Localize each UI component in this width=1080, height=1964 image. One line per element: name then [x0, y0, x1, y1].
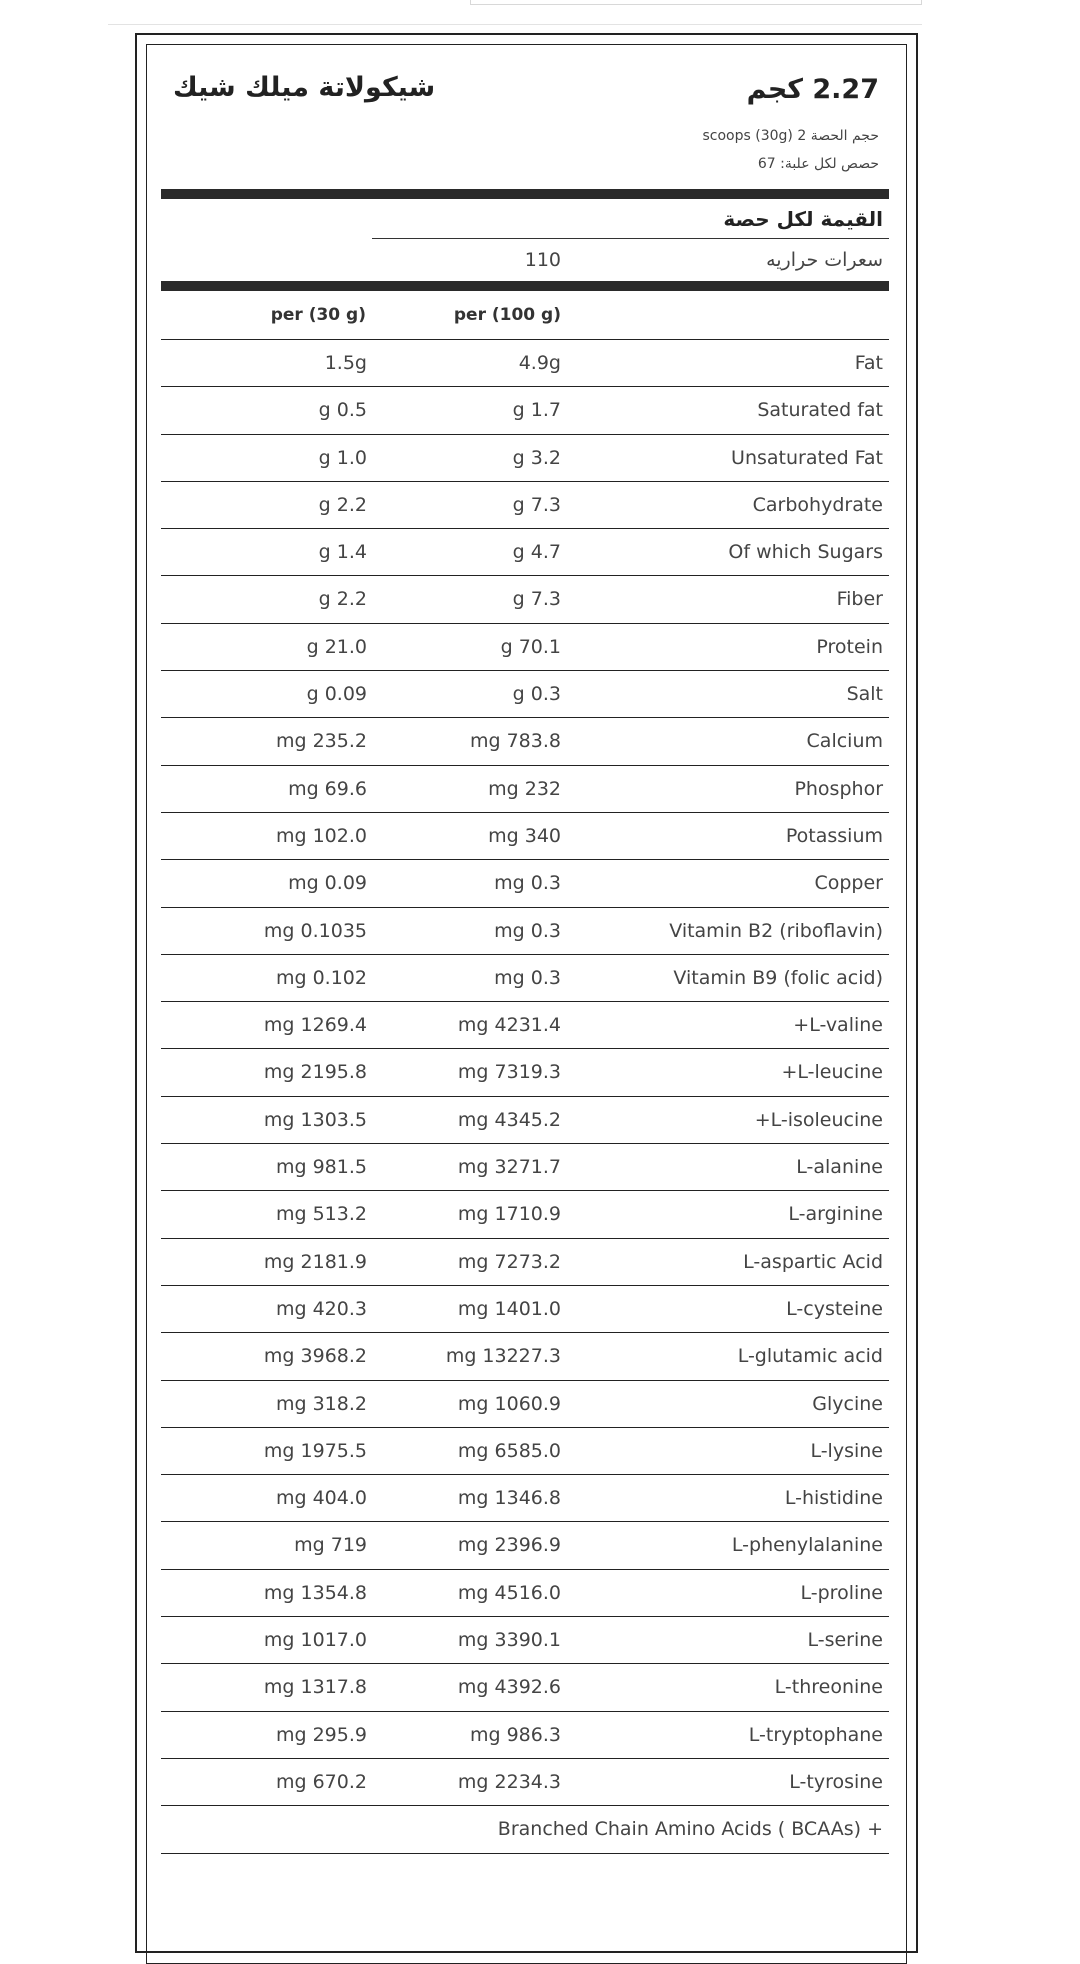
table-row [161, 766, 889, 813]
nutrient-name: Phosphor [794, 777, 883, 800]
value-per-30g: mg 3968.2 [263, 1345, 367, 1368]
value-per-30g: mg 2181.9 [263, 1250, 367, 1273]
value-per-100g: mg 0.3 [494, 966, 561, 989]
nutrient-name: Fiber [836, 588, 883, 611]
value-per-100g: mg 13227.3 [445, 1345, 561, 1368]
nutrient-name: Unsaturated Fat [731, 446, 883, 469]
value-per-100g: mg 1060.9 [457, 1392, 561, 1415]
nutrient-name: Fat [854, 352, 883, 374]
table-row [161, 860, 889, 907]
table-row [161, 435, 889, 482]
value-per-30g: mg 1354.8 [263, 1581, 367, 1604]
column-header-per100: per (100 g) [453, 305, 561, 325]
top-search-box-edge [470, 0, 922, 5]
value-per-30g: g 2.2 [318, 493, 367, 516]
value-per-30g: g 0.09 [306, 683, 367, 706]
value-per-30g: mg 670.2 [275, 1770, 367, 1793]
table-row [161, 624, 889, 671]
nutrient-name: +L-leucine [781, 1061, 883, 1084]
nutrient-name: L-arginine [788, 1203, 883, 1226]
table-row [161, 1333, 889, 1380]
value-per-100g: mg 0.3 [494, 872, 561, 895]
table-row [161, 482, 889, 529]
table-row [161, 671, 889, 718]
value-per-100g: mg 2234.3 [457, 1770, 561, 1793]
value-per-30g: mg 2195.8 [263, 1061, 367, 1084]
value-per-100g: mg 4231.4 [457, 1014, 561, 1037]
value-per-30g: mg 295.9 [275, 1723, 367, 1746]
table-row [161, 1570, 889, 1617]
table-row [161, 1239, 889, 1286]
thick-divider [161, 189, 889, 199]
value-per-100g: g 3.2 [512, 446, 561, 469]
value-per-100g: mg 0.3 [494, 919, 561, 942]
table-row [161, 1144, 889, 1191]
value-per-100g: mg 1401.0 [457, 1297, 561, 1320]
table-row [161, 1664, 889, 1711]
value-per-100g: mg 4516.0 [457, 1581, 561, 1604]
nutrition-label [161, 44, 889, 1854]
nutrient-name: L-tyrosine [789, 1770, 883, 1793]
value-per-100g: g 7.3 [512, 493, 561, 516]
calories-row [161, 239, 889, 281]
value-per-100g: 4.9g [518, 352, 561, 374]
value-per-100g: mg 1710.9 [457, 1203, 561, 1226]
value-per-30g: mg 102.0 [275, 824, 367, 847]
value-per-100g: g 4.7 [512, 541, 561, 564]
value-per-30g: mg 1317.8 [263, 1676, 367, 1699]
value-per-100g: g 0.3 [512, 683, 561, 706]
table-row [161, 387, 889, 434]
value-per-100g: mg 7273.2 [457, 1250, 561, 1273]
value-per-30g: mg 69.6 [288, 777, 367, 800]
product-weight: 2.27 كجم [746, 74, 879, 105]
table-row [161, 1049, 889, 1096]
product-name: شيكولاتة ميلك شيك [173, 72, 436, 103]
nutrient-name: Saturated fat [757, 399, 883, 422]
table-row [161, 1759, 889, 1806]
value-per-100g: g 7.3 [512, 588, 561, 611]
table-row [161, 340, 889, 387]
nutrient-table [161, 340, 889, 1806]
servings-per-pack: حصص لكل علبة: 67 [757, 156, 879, 172]
calories-value: 110 [524, 249, 561, 271]
value-per-30g: mg 0.09 [288, 872, 367, 895]
value-per-100g: mg 986.3 [469, 1723, 561, 1746]
value-per-30g: mg 1269.4 [263, 1014, 367, 1037]
nutrient-name: Vitamin B2 (riboflavin) [669, 919, 883, 942]
nutrient-name: L-histidine [784, 1487, 883, 1510]
label-header [161, 44, 889, 189]
value-per-30g: g 21.0 [306, 635, 367, 658]
nutrient-name: L-glutamic acid [737, 1345, 883, 1368]
value-per-100g: g 70.1 [500, 635, 561, 658]
top-divider [108, 24, 922, 25]
bcaa-footnote: Branched Chain Amino Acids ( BCAAs) + [497, 1818, 883, 1841]
nutrient-name: Protein [816, 635, 883, 658]
table-row [161, 718, 889, 765]
value-per-30g: mg 318.2 [275, 1392, 367, 1415]
value-per-30g: mg 404.0 [275, 1487, 367, 1510]
column-headers [161, 291, 889, 340]
value-per-100g: mg 7319.3 [457, 1061, 561, 1084]
nutrient-name: L-cysteine [786, 1297, 883, 1320]
nutrient-name: L-lysine [810, 1439, 883, 1462]
value-per-100g: mg 783.8 [469, 730, 561, 753]
nutrient-name: L-phenylalanine [731, 1534, 883, 1557]
nutrient-name: Salt [846, 683, 883, 706]
nutrient-name: Potassium [785, 824, 883, 847]
value-per-30g: g 1.4 [318, 541, 367, 564]
nutrient-name: Calcium [806, 730, 883, 753]
value-per-100g: mg 3271.7 [457, 1156, 561, 1179]
nutrient-name: L-tryptophane [748, 1723, 883, 1746]
table-row [161, 576, 889, 623]
nutrient-name: L-aspartic Acid [743, 1250, 883, 1273]
nutrient-name: Glycine [812, 1392, 883, 1415]
table-row [161, 1286, 889, 1333]
table-row [161, 1381, 889, 1428]
nutrient-name: L-proline [800, 1581, 883, 1604]
nutrient-name: +L-valine [793, 1014, 883, 1037]
nutrient-name: L-alanine [796, 1156, 883, 1179]
table-row [161, 813, 889, 860]
value-per-100g: g 1.7 [512, 399, 561, 422]
table-row [161, 1002, 889, 1049]
value-per-serving-header [161, 199, 889, 239]
value-per-100g: mg 3390.1 [457, 1629, 561, 1652]
table-row [161, 955, 889, 1002]
value-per-30g: g 1.0 [318, 446, 367, 469]
value-per-100g: mg 6585.0 [457, 1439, 561, 1462]
value-per-30g: mg 420.3 [275, 1297, 367, 1320]
nutrient-name: Of which Sugars [728, 541, 883, 564]
table-row [161, 1617, 889, 1664]
value-per-100g: mg 4392.6 [457, 1676, 561, 1699]
value-per-100g: mg 340 [488, 824, 561, 847]
value-per-100g: mg 232 [488, 777, 561, 800]
value-per-100g: mg 1346.8 [457, 1487, 561, 1510]
footnote-row [161, 1806, 889, 1853]
nutrient-name: Carbohydrate [752, 493, 883, 516]
nutrient-name: +L-isoleucine [754, 1108, 883, 1131]
value-per-100g: mg 2396.9 [457, 1534, 561, 1557]
calories-label: سعرات حراريه [766, 249, 883, 271]
value-per-30g: mg 513.2 [275, 1203, 367, 1226]
table-row [161, 1712, 889, 1759]
column-header-per30: per (30 g) [270, 305, 366, 325]
value-per-30g: mg 981.5 [275, 1156, 367, 1179]
table-row [161, 908, 889, 955]
value-per-30g: mg 0.102 [275, 966, 367, 989]
table-row [161, 1522, 889, 1569]
table-row [161, 529, 889, 576]
nutrient-name: Copper [814, 872, 883, 895]
value-per-30g: mg 0.1035 [263, 919, 367, 942]
thick-divider [161, 281, 889, 291]
value-per-30g: g 0.5 [318, 399, 367, 422]
nutrient-name: Vitamin B9 (folic acid) [673, 966, 883, 989]
value-per-30g: mg 1975.5 [263, 1439, 367, 1462]
value-per-100g: mg 4345.2 [457, 1108, 561, 1131]
value-per-30g: mg 719 [294, 1534, 367, 1557]
table-row [161, 1475, 889, 1522]
table-row [161, 1428, 889, 1475]
serving-size: حجم الحصة 2 (30g) scoops [702, 128, 879, 144]
value-per-30g: 1.5g [324, 352, 367, 374]
value-per-30g: mg 1017.0 [263, 1629, 367, 1652]
value-per-serving-title: القيمة لكل حصة [723, 207, 883, 231]
nutrient-name: L-threonine [774, 1676, 883, 1699]
table-row [161, 1191, 889, 1238]
table-row [161, 1097, 889, 1144]
value-per-30g: mg 235.2 [275, 730, 367, 753]
value-per-30g: mg 1303.5 [263, 1108, 367, 1131]
nutrient-name: L-serine [807, 1629, 883, 1652]
value-per-30g: g 2.2 [318, 588, 367, 611]
